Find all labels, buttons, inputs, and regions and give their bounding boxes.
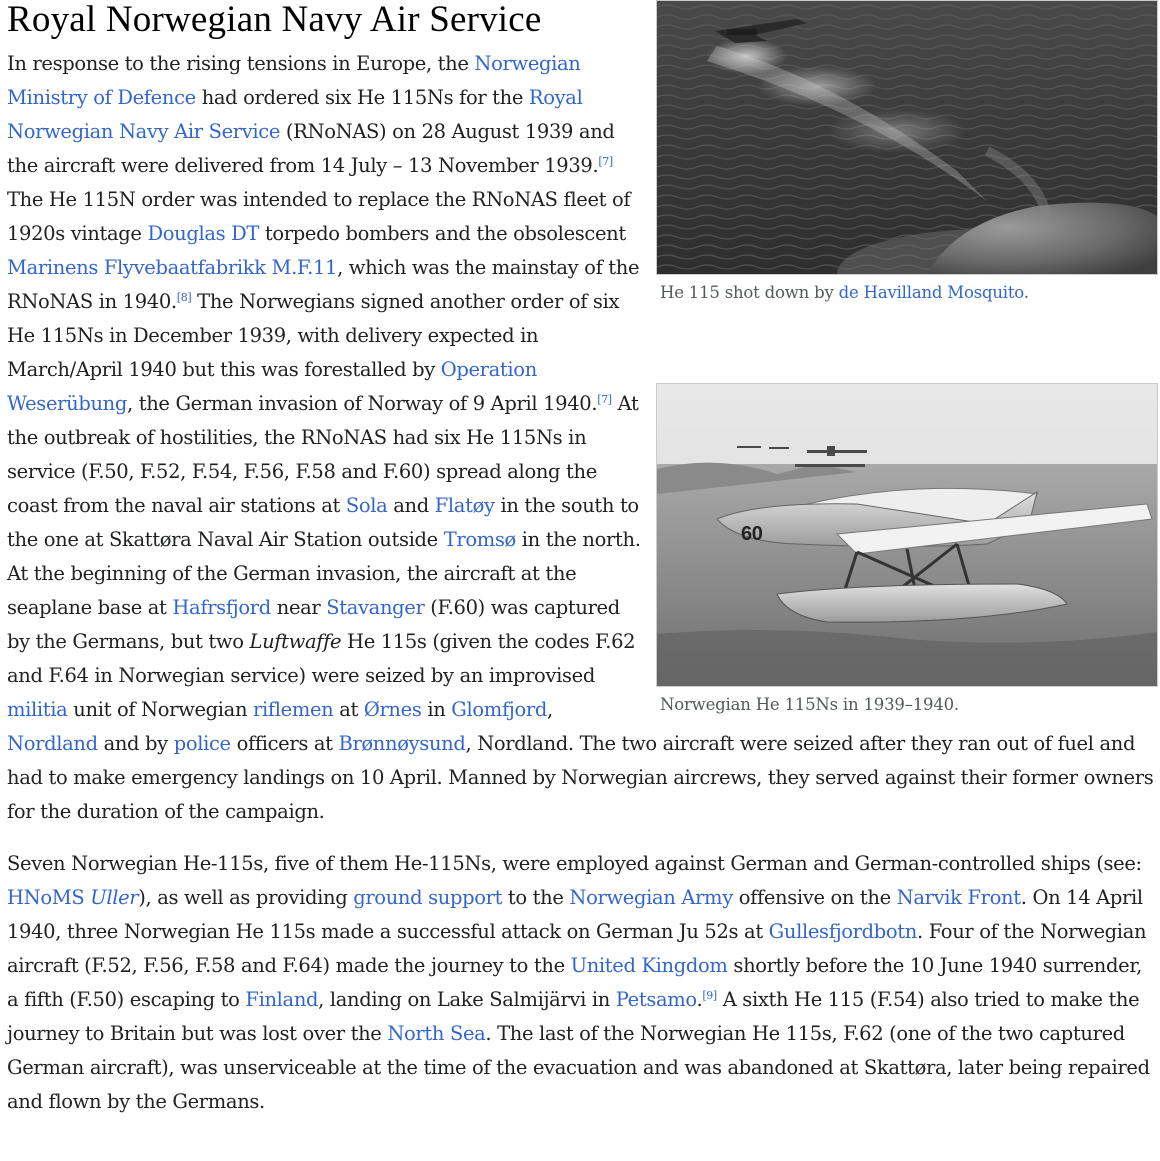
- text: .: [696, 988, 703, 1011]
- text: He 115s (given the codes F.62 and F.64 in Norwegian service) were seized by an improvised: [7, 630, 636, 687]
- link-norwegian-army[interactable]: Norwegian Army: [569, 886, 733, 909]
- text: , the German invasion of Norway of 9 April 1940.: [127, 392, 598, 415]
- link-police[interactable]: police: [173, 732, 231, 755]
- text: ), as well as providing: [138, 886, 354, 909]
- link-north-sea[interactable]: North Sea: [387, 1022, 486, 1045]
- svg-text:60: 60: [741, 523, 763, 545]
- text: and by: [97, 732, 174, 755]
- text: near: [270, 596, 327, 619]
- link-hafrsfjord[interactable]: Hafrsfjord: [172, 596, 271, 619]
- figure-caption: Norwegian He 115Ns in 1939–1940.: [660, 695, 959, 714]
- figure-shot-down: [656, 0, 1160, 360]
- text: (F.60) was captured by the Germans, but two: [7, 596, 620, 653]
- text: and: [387, 494, 435, 517]
- link-united-kingdom[interactable]: United Kingdom: [570, 954, 728, 977]
- link-norwegian-ministry-of-defence[interactable]: Norwegian Ministry of Defence: [7, 52, 581, 109]
- text: officers at: [230, 732, 339, 755]
- text: at: [333, 698, 364, 721]
- text: to the: [502, 886, 570, 909]
- text: . On 14 April 1940, three Norwegian He 115s made a successful attack on German Ju 52s at: [7, 886, 1143, 943]
- reference-7[interactable]: [7]: [597, 393, 612, 406]
- reference-9[interactable]: [9]: [702, 989, 717, 1002]
- text: ,: [547, 698, 553, 721]
- link-hnoms-uller[interactable]: [7, 886, 138, 909]
- paragraph-2: [7, 847, 1157, 1119]
- text: shortly before the 10 June 1940 surrender, a fifth (F.50) escaping to: [7, 954, 1143, 1011]
- photo-seaplanes-image: [657, 384, 1157, 686]
- photo-shot-down-image: [657, 1, 1157, 274]
- link-tromso[interactable]: Tromsø: [443, 528, 516, 551]
- link-de-havilland-mosquito[interactable]: de Havilland Mosquito: [838, 283, 1024, 302]
- reference-8[interactable]: [8]: [176, 291, 192, 304]
- section-heading: Royal Norwegian Navy Air Service: [7, 0, 542, 40]
- text: unit of Norwegian: [67, 698, 254, 721]
- text: torpedo bombers and the obsolescent: [259, 222, 626, 245]
- link-ground-support[interactable]: ground support: [353, 886, 503, 909]
- text: A sixth He 115 (F.54) also tried to make the journey to Britain but was lost over the: [7, 988, 1140, 1045]
- link-marinens-flyvebaatfabrikk[interactable]: Marinens Flyvebaatfabrikk M.F.11: [7, 256, 338, 279]
- link-douglas-dt[interactable]: Douglas DT: [147, 222, 260, 245]
- link-text: HNoMS: [7, 886, 91, 909]
- article-body: [7, 47, 1157, 1119]
- figure-caption: [656, 275, 1160, 304]
- text: The Norwegians signed another order of six He 115Ns in December 1939, with delivery expected in March/April 1940 but this was forestalled by: [7, 290, 620, 381]
- text: (RNoNAS) on 28 August 1939 and the aircraft were delivered from 14 July – 13 November 1939.: [7, 120, 615, 177]
- link-militia[interactable]: militia: [7, 698, 68, 721]
- link-flatoy[interactable]: Flatøy: [434, 494, 495, 517]
- link-royal-norwegian-navy-air-service[interactable]: Royal Norwegian Navy Air Service: [7, 86, 583, 143]
- link-nordland[interactable]: Nordland: [7, 732, 98, 755]
- text: in the south to the one at Skattøra Naval Air Station outside: [7, 494, 639, 551]
- text: . The last of the Norwegian He 115s, F.62 (one of the two captured German aircraft), was unserviceable at the time of the evacuation and was abandoned at Skattøra, later being repaired and flown by the Germans.: [7, 1022, 1150, 1113]
- link-narvik-front[interactable]: Narvik Front: [896, 886, 1021, 909]
- text: in: [421, 698, 452, 721]
- link-text-italic: Uller: [90, 886, 139, 909]
- link-stavanger[interactable]: Stavanger: [326, 596, 425, 619]
- photo-shot-down-aircraft[interactable]: [656, 0, 1158, 275]
- text: had ordered six He 115Ns for the: [195, 86, 529, 109]
- photo-norwegian-he115ns[interactable]: [656, 383, 1158, 687]
- link-sola[interactable]: Sola: [345, 494, 388, 517]
- figure-norwegian-he115ns: [656, 383, 1160, 723]
- link-finland[interactable]: Finland: [245, 988, 319, 1011]
- text: . Four of the Norwegian aircraft (F.52, F.56, F.58 and F.64) made the journey to the: [7, 920, 1147, 977]
- text: offensive on the: [732, 886, 897, 909]
- caption-text: He 115 shot down by: [660, 283, 839, 302]
- caption-period: .: [1023, 283, 1029, 302]
- text: Seven Norwegian He-115s, five of them He-115Ns, were employed against German and German-controlled ships (see:: [7, 852, 1142, 875]
- text: In response to the rising tensions in Europe, the: [7, 52, 475, 75]
- text: in the north. At the beginning of the German invasion, the aircraft at the seaplane base at: [7, 528, 641, 619]
- link-bronnoysund[interactable]: Brønnøysund: [338, 732, 466, 755]
- text: , Nordland. The two aircraft were seized after they ran out of fuel and had to make emergency landings on 10 April. Manned by Norwegian aircrews, they served against their former owners for the duration of the campaign.: [7, 732, 1154, 823]
- italic-luftwaffe: Luftwaffe: [249, 630, 342, 653]
- text: , landing on Lake Salmijärvi in: [318, 988, 616, 1011]
- link-gullesfjordbotn[interactable]: Gullesfjordbotn: [768, 920, 917, 943]
- text: The He 115N order was intended to replace the RNoNAS fleet of 1920s vintage: [7, 188, 631, 245]
- text: At the outbreak of hostilities, the RNoNAS had six He 115Ns in service (F.50, F.52, F.54, F.56, F.58 and F.60) spread along the coast from the naval air stations at: [7, 392, 639, 517]
- link-riflemen[interactable]: riflemen: [253, 698, 334, 721]
- text: , which was the mainstay of the RNoNAS in 1940.: [7, 256, 640, 313]
- link-glomfjord[interactable]: Glomfjord: [451, 698, 547, 721]
- reference-7[interactable]: [7]: [598, 155, 613, 168]
- link-operation-weserubung[interactable]: Operation Weserübung: [7, 358, 537, 415]
- link-petsamo[interactable]: Petsamo: [615, 988, 697, 1011]
- link-ornes[interactable]: Ørnes: [363, 698, 422, 721]
